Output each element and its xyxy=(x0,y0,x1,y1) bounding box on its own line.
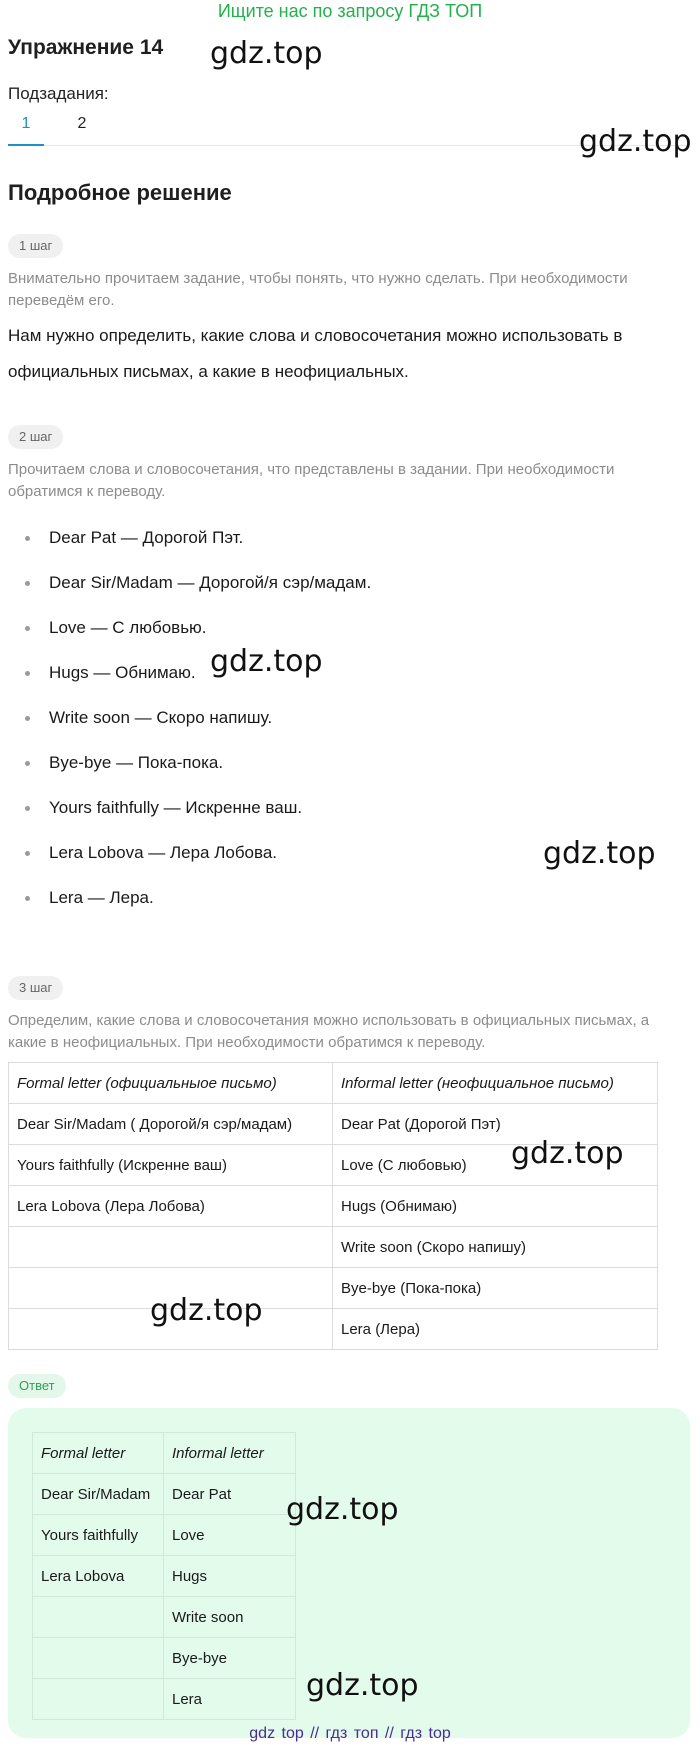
search-banner: Ищите нас по запросу ГДЗ ТОП xyxy=(217,1,483,21)
table-cell: Write soon xyxy=(164,1597,296,1638)
table-cell: Dear Sir/Madam ( Дорогой/я сэр/мадам) xyxy=(9,1104,333,1145)
list-item: Yours faithfully — Искренне ваш. xyxy=(22,790,371,835)
table-row xyxy=(33,1515,296,1556)
bullet-icon xyxy=(25,581,30,586)
bullet-icon xyxy=(25,806,30,811)
list-item: Bye-bye — Пока-пока. xyxy=(22,745,371,790)
step-1-badge: 1 шаг xyxy=(8,234,63,258)
table-row xyxy=(33,1679,296,1720)
table-cell: Hugs (Обнимаю) xyxy=(333,1186,658,1227)
step-2-instruction: Прочитаем слова и словосочетания, что представлены в задании. При необходимости обратимся к переводу. xyxy=(8,461,615,500)
tab-subtask-2[interactable]: 2 xyxy=(77,115,87,132)
watermark: gdz.top xyxy=(579,124,692,159)
phrase-list xyxy=(22,520,371,925)
watermark: gdz.top xyxy=(511,1136,624,1171)
list-item: Hugs — Обнимаю. xyxy=(22,655,371,700)
bullet-icon xyxy=(25,761,30,766)
subtasks-label: Подзадания: xyxy=(8,84,109,103)
table-cell: Write soon (Скоро напишу) xyxy=(333,1227,658,1268)
answer-table xyxy=(32,1432,296,1720)
watermark: gdz.top xyxy=(306,1668,419,1703)
footer-links[interactable]: gdz top // гдз топ // гдз top xyxy=(249,1725,451,1742)
step-2-badge: 2 шаг xyxy=(8,425,63,449)
bullet-icon xyxy=(25,626,30,631)
table-cell xyxy=(33,1679,164,1720)
table-row xyxy=(9,1227,658,1268)
table-header-row xyxy=(9,1063,658,1104)
step-1-instruction: Внимательно прочитаем задание, чтобы понять, что нужно сделать. При необходимости переведём его. xyxy=(8,270,628,309)
table-header: Informal letter (неофициальное письмо) xyxy=(333,1063,658,1104)
list-item: Dear Sir/Madam — Дорогой/я сэр/мадам. xyxy=(22,565,371,610)
bullet-icon xyxy=(25,716,30,721)
step-3-badge: 3 шаг xyxy=(8,976,63,1000)
table-cell: Yours faithfully xyxy=(33,1515,164,1556)
table-header-row xyxy=(33,1433,296,1474)
formal-informal-table xyxy=(8,1062,658,1350)
watermark: gdz.top xyxy=(286,1492,399,1527)
table-cell: Bye-bye (Пока-пока) xyxy=(333,1268,658,1309)
table-cell: Dear Sir/Madam xyxy=(33,1474,164,1515)
table-row xyxy=(9,1309,658,1350)
watermark: gdz.top xyxy=(150,1293,263,1328)
table-row xyxy=(33,1638,296,1679)
table-cell: Bye-bye xyxy=(164,1638,296,1679)
step-1-text: Нам нужно определить, какие слова и словосочетания можно использовать в официальных письмах, а какие в неофициальных. xyxy=(8,326,623,381)
table-cell: Lera Lobova xyxy=(33,1556,164,1597)
watermark: gdz.top xyxy=(210,36,323,71)
table-row xyxy=(33,1474,296,1515)
list-item: Write soon — Скоро напишу. xyxy=(22,700,371,745)
table-header: Informal letter xyxy=(164,1433,296,1474)
tab-subtask-1[interactable]: 1 xyxy=(8,112,44,146)
table-cell xyxy=(9,1227,333,1268)
table-cell: Dear Pat (Дорогой Пэт) xyxy=(333,1104,658,1145)
table-row xyxy=(33,1597,296,1638)
table-header: Formal letter xyxy=(33,1433,164,1474)
table-row xyxy=(9,1268,658,1309)
table-cell xyxy=(33,1597,164,1638)
watermark: gdz.top xyxy=(210,644,323,679)
section-title: Подробное решение xyxy=(8,180,232,205)
list-item: Lera — Лера. xyxy=(22,880,371,925)
bullet-icon xyxy=(25,851,30,856)
table-cell: Lera Lobova (Лера Лобова) xyxy=(9,1186,333,1227)
table-header: Formal letter (официальныое письмо) xyxy=(9,1063,333,1104)
table-row xyxy=(9,1186,658,1227)
watermark: gdz.top xyxy=(543,836,656,871)
table-cell: Yours faithfully (Искренне ваш) xyxy=(9,1145,333,1186)
list-item: Love — С любовью. xyxy=(22,610,371,655)
step-3-instruction: Определим, какие слова и словосочетания можно использовать в официальных письмах, а какие в неофициальных. При необходимости обратимся к переводу. xyxy=(8,1012,650,1051)
list-item: Lera Lobova — Лера Лобова. xyxy=(22,835,371,880)
answer-badge: Ответ xyxy=(8,1374,66,1398)
table-cell: Hugs xyxy=(164,1556,296,1597)
list-item: Dear Pat — Дорогой Пэт. xyxy=(22,520,371,565)
bullet-icon xyxy=(25,671,30,676)
table-cell: Lera xyxy=(164,1679,296,1720)
table-cell: Dear Pat xyxy=(164,1474,296,1515)
table-cell: Lera (Лера) xyxy=(333,1309,658,1350)
table-row xyxy=(33,1556,296,1597)
bullet-icon xyxy=(25,536,30,541)
table-cell: Love (С любовью) xyxy=(333,1145,658,1186)
bullet-icon xyxy=(25,896,30,901)
page-title: Упражнение 14 xyxy=(8,36,164,59)
table-cell: Love xyxy=(164,1515,296,1556)
table-cell xyxy=(33,1638,164,1679)
